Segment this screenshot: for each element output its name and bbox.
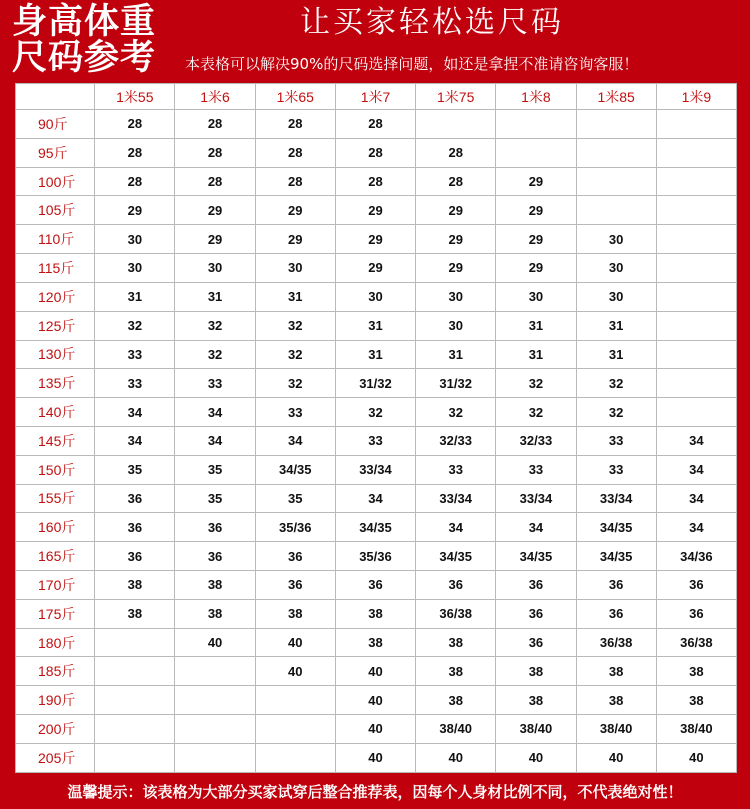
- size-cell: 34: [95, 398, 175, 427]
- size-cell: 30: [175, 254, 255, 283]
- header: [0, 0, 750, 80]
- size-cell: 30: [416, 282, 496, 311]
- table-row: [16, 225, 737, 254]
- size-cell: [656, 167, 736, 196]
- title-line-2: 尺码参考: [12, 38, 157, 78]
- size-cell: [576, 167, 656, 196]
- size-cell: 34/35: [335, 513, 415, 542]
- corner-cell: [16, 84, 95, 110]
- size-cell: 31/32: [335, 369, 415, 398]
- table-row: [16, 196, 737, 225]
- title-line-1: 身高体重: [12, 2, 157, 42]
- table-row: [16, 628, 737, 657]
- size-cell: 28: [335, 110, 415, 139]
- size-cell: [175, 686, 255, 715]
- table-row: [16, 369, 737, 398]
- size-cell: [95, 715, 175, 744]
- size-cell: 29: [335, 196, 415, 225]
- size-cell: 32: [255, 311, 335, 340]
- weight-label: 100斤: [16, 167, 95, 196]
- size-cell: 36: [95, 484, 175, 513]
- size-cell: 28: [95, 167, 175, 196]
- size-cell: 40: [576, 743, 656, 772]
- weight-label: 125斤: [16, 311, 95, 340]
- weight-label: 200斤: [16, 715, 95, 744]
- size-cell: 32: [576, 369, 656, 398]
- size-cell: 36: [95, 513, 175, 542]
- size-cell: 40: [175, 628, 255, 657]
- size-cell: 29: [255, 225, 335, 254]
- size-cell: 29: [496, 196, 576, 225]
- size-cell: 40: [496, 743, 576, 772]
- slogan: 让买家轻松选尺码: [300, 5, 564, 40]
- table-row: [16, 715, 737, 744]
- size-cell: 28: [255, 110, 335, 139]
- height-header: 1米7: [335, 84, 415, 110]
- size-cell: 40: [255, 628, 335, 657]
- size-cell: 28: [255, 138, 335, 167]
- table-row: [16, 398, 737, 427]
- weight-label: 95斤: [16, 138, 95, 167]
- size-cell: 34: [656, 484, 736, 513]
- size-cell: 38: [175, 571, 255, 600]
- size-cell: 38: [416, 657, 496, 686]
- size-cell: 35: [95, 455, 175, 484]
- size-cell: 32: [496, 369, 576, 398]
- size-cell: 31: [335, 311, 415, 340]
- size-cell: 34: [656, 426, 736, 455]
- table-row: [16, 110, 737, 139]
- size-cell: 30: [95, 254, 175, 283]
- size-cell: 34/35: [255, 455, 335, 484]
- size-cell: 38: [95, 571, 175, 600]
- height-header: 1米85: [576, 84, 656, 110]
- size-cell: 33: [416, 455, 496, 484]
- size-cell: [656, 311, 736, 340]
- table-row: [16, 138, 737, 167]
- table-row: [16, 455, 737, 484]
- size-cell: 38: [656, 657, 736, 686]
- size-cell: 38: [496, 686, 576, 715]
- size-cell: 32: [576, 398, 656, 427]
- size-cell: 32: [95, 311, 175, 340]
- size-cell: 29: [496, 254, 576, 283]
- size-cell: 28: [416, 167, 496, 196]
- size-cell: 38: [656, 686, 736, 715]
- size-cell: 38: [416, 628, 496, 657]
- size-cell: 36: [95, 542, 175, 571]
- size-cell: [255, 686, 335, 715]
- size-cell: 38: [255, 599, 335, 628]
- size-cell: 33/34: [335, 455, 415, 484]
- size-cell: [656, 254, 736, 283]
- size-cell: 40: [335, 743, 415, 772]
- table-row: [16, 571, 737, 600]
- size-cell: [255, 743, 335, 772]
- weight-label: 140斤: [16, 398, 95, 427]
- size-cell: [576, 138, 656, 167]
- size-cell: 30: [335, 282, 415, 311]
- weight-label: 160斤: [16, 513, 95, 542]
- table-row: [16, 657, 737, 686]
- size-cell: 29: [416, 196, 496, 225]
- size-cell: 40: [416, 743, 496, 772]
- size-cell: 31: [255, 282, 335, 311]
- size-cell: 34: [255, 426, 335, 455]
- size-cell: [175, 743, 255, 772]
- size-cell: 40: [656, 743, 736, 772]
- size-cell: 34: [416, 513, 496, 542]
- table-row: [16, 282, 737, 311]
- size-cell: 31: [496, 311, 576, 340]
- size-cell: 34/35: [576, 513, 656, 542]
- size-cell: 33: [496, 455, 576, 484]
- size-cell: 36: [496, 628, 576, 657]
- size-cell: 32: [416, 398, 496, 427]
- table-row: [16, 426, 737, 455]
- size-cell: 36: [576, 599, 656, 628]
- weight-label: 185斤: [16, 657, 95, 686]
- size-cell: 34: [656, 455, 736, 484]
- height-header: 1米9: [656, 84, 736, 110]
- size-cell: 34: [496, 513, 576, 542]
- size-cell: 32: [175, 311, 255, 340]
- table-row: [16, 743, 737, 772]
- size-cell: 33/34: [496, 484, 576, 513]
- size-cell: 28: [416, 138, 496, 167]
- table-row: [16, 484, 737, 513]
- size-cell: 32: [335, 398, 415, 427]
- footer-note: 温馨提示：该表格为大部分买家试穿后整合推荐表，因每个人身材比例不同，不代表绝对性！: [67, 783, 683, 801]
- size-cell: [656, 138, 736, 167]
- size-cell: [576, 110, 656, 139]
- size-cell: [175, 715, 255, 744]
- header-row: [16, 84, 737, 110]
- size-cell: 35: [175, 455, 255, 484]
- size-cell: [95, 657, 175, 686]
- size-cell: 36: [656, 599, 736, 628]
- size-cell: 31/32: [416, 369, 496, 398]
- size-cell: 36: [175, 513, 255, 542]
- size-cell: 38/40: [576, 715, 656, 744]
- size-cell: 38: [416, 686, 496, 715]
- size-cell: 36: [175, 542, 255, 571]
- size-cell: [656, 340, 736, 369]
- size-cell: 28: [255, 167, 335, 196]
- size-cell: 34/35: [416, 542, 496, 571]
- size-cell: 36/38: [656, 628, 736, 657]
- size-cell: 29: [496, 225, 576, 254]
- size-cell: 38: [175, 599, 255, 628]
- size-cell: 34: [95, 426, 175, 455]
- size-cell: 29: [335, 225, 415, 254]
- size-cell: 31: [496, 340, 576, 369]
- size-cell: 33: [95, 369, 175, 398]
- size-cell: 40: [335, 686, 415, 715]
- size-cell: 36: [335, 571, 415, 600]
- size-cell: 36: [496, 571, 576, 600]
- size-cell: 34: [175, 398, 255, 427]
- size-cell: 31: [416, 340, 496, 369]
- size-cell: 29: [175, 196, 255, 225]
- size-cell: 28: [175, 110, 255, 139]
- size-cell: 28: [335, 167, 415, 196]
- table-row: [16, 340, 737, 369]
- size-cell: 38: [576, 686, 656, 715]
- size-cell: [416, 110, 496, 139]
- table-row: [16, 167, 737, 196]
- size-cell: 35/36: [335, 542, 415, 571]
- size-cell: 34: [656, 513, 736, 542]
- weight-label: 155斤: [16, 484, 95, 513]
- size-cell: 33: [576, 426, 656, 455]
- size-cell: 29: [416, 225, 496, 254]
- size-cell: 34/36: [656, 542, 736, 571]
- size-cell: 32: [496, 398, 576, 427]
- size-cell: 31: [335, 340, 415, 369]
- size-cell: 32: [255, 340, 335, 369]
- size-cell: 38/40: [496, 715, 576, 744]
- size-cell: 32/33: [416, 426, 496, 455]
- table-row: [16, 311, 737, 340]
- size-cell: 38: [576, 657, 656, 686]
- size-cell: 36: [255, 571, 335, 600]
- weight-label: 170斤: [16, 571, 95, 600]
- table-row: [16, 513, 737, 542]
- size-cell: 30: [255, 254, 335, 283]
- size-cell: 33/34: [416, 484, 496, 513]
- size-cell: 35/36: [255, 513, 335, 542]
- size-cell: 29: [95, 196, 175, 225]
- weight-label: 180斤: [16, 628, 95, 657]
- size-cell: 36: [496, 599, 576, 628]
- weight-label: 110斤: [16, 225, 95, 254]
- size-cell: 38/40: [416, 715, 496, 744]
- size-cell: 36: [656, 571, 736, 600]
- size-cell: 38: [496, 657, 576, 686]
- size-cell: [656, 196, 736, 225]
- size-cell: 31: [576, 311, 656, 340]
- size-cell: [656, 369, 736, 398]
- weight-label: 150斤: [16, 455, 95, 484]
- size-cell: 34: [175, 426, 255, 455]
- size-cell: 29: [335, 254, 415, 283]
- table-body: [16, 110, 737, 773]
- size-cell: [95, 743, 175, 772]
- size-cell: [656, 110, 736, 139]
- height-header: 1米8: [496, 84, 576, 110]
- size-cell: [496, 110, 576, 139]
- weight-label: 130斤: [16, 340, 95, 369]
- size-cell: 31: [175, 282, 255, 311]
- weight-label: 120斤: [16, 282, 95, 311]
- size-cell: 28: [175, 138, 255, 167]
- table-row: [16, 599, 737, 628]
- size-cell: 31: [576, 340, 656, 369]
- size-cell: [496, 138, 576, 167]
- size-cell: [255, 715, 335, 744]
- table-row: [16, 686, 737, 715]
- size-cell: 38: [95, 599, 175, 628]
- size-chart-table: [15, 83, 737, 773]
- weight-label: 145斤: [16, 426, 95, 455]
- size-cell: [95, 628, 175, 657]
- size-cell: [95, 686, 175, 715]
- size-cell: 33: [175, 369, 255, 398]
- size-cell: 36/38: [576, 628, 656, 657]
- size-cell: [175, 657, 255, 686]
- weight-label: 90斤: [16, 110, 95, 139]
- size-cell: 33/34: [576, 484, 656, 513]
- size-cell: 30: [416, 311, 496, 340]
- weight-label: 165斤: [16, 542, 95, 571]
- size-cell: [656, 398, 736, 427]
- size-cell: 34: [335, 484, 415, 513]
- size-cell: 32: [175, 340, 255, 369]
- size-cell: 40: [335, 657, 415, 686]
- size-cell: [576, 196, 656, 225]
- size-cell: 28: [175, 167, 255, 196]
- weight-label: 135斤: [16, 369, 95, 398]
- size-cell: 28: [95, 138, 175, 167]
- size-cell: 34/35: [576, 542, 656, 571]
- size-cell: 36: [255, 542, 335, 571]
- size-cell: 30: [496, 282, 576, 311]
- size-cell: 38/40: [656, 715, 736, 744]
- height-header: 1米55: [95, 84, 175, 110]
- size-cell: 38: [335, 628, 415, 657]
- height-header: 1米75: [416, 84, 496, 110]
- weight-label: 115斤: [16, 254, 95, 283]
- table-row: [16, 254, 737, 283]
- size-cell: 30: [576, 225, 656, 254]
- size-cell: 36: [576, 571, 656, 600]
- size-cell: 32: [255, 369, 335, 398]
- size-cell: 32/33: [496, 426, 576, 455]
- size-cell: 38: [335, 599, 415, 628]
- size-cell: 30: [576, 254, 656, 283]
- size-cell: [656, 225, 736, 254]
- size-cell: 31: [95, 282, 175, 311]
- weight-label: 105斤: [16, 196, 95, 225]
- size-cell: 36/38: [416, 599, 496, 628]
- size-cell: 36: [416, 571, 496, 600]
- size-cell: 30: [576, 282, 656, 311]
- table-row: [16, 542, 737, 571]
- weight-label: 175斤: [16, 599, 95, 628]
- size-cell: 33: [255, 398, 335, 427]
- size-cell: 35: [255, 484, 335, 513]
- size-cell: 29: [416, 254, 496, 283]
- size-cell: 35: [175, 484, 255, 513]
- size-cell: 33: [576, 455, 656, 484]
- size-cell: 28: [335, 138, 415, 167]
- subtitle: 本表格可以解决90%的尺码选择问题，如还是拿捏不准请咨询客服！: [185, 55, 639, 73]
- height-header: 1米65: [255, 84, 335, 110]
- size-cell: 29: [496, 167, 576, 196]
- size-cell: 28: [95, 110, 175, 139]
- size-cell: 34/35: [496, 542, 576, 571]
- weight-label: 190斤: [16, 686, 95, 715]
- size-cell: 30: [95, 225, 175, 254]
- size-cell: 29: [175, 225, 255, 254]
- size-cell: 33: [95, 340, 175, 369]
- weight-label: 205斤: [16, 743, 95, 772]
- size-cell: 40: [255, 657, 335, 686]
- size-cell: 33: [335, 426, 415, 455]
- size-cell: 40: [335, 715, 415, 744]
- size-cell: 29: [255, 196, 335, 225]
- height-header: 1米6: [175, 84, 255, 110]
- size-cell: [656, 282, 736, 311]
